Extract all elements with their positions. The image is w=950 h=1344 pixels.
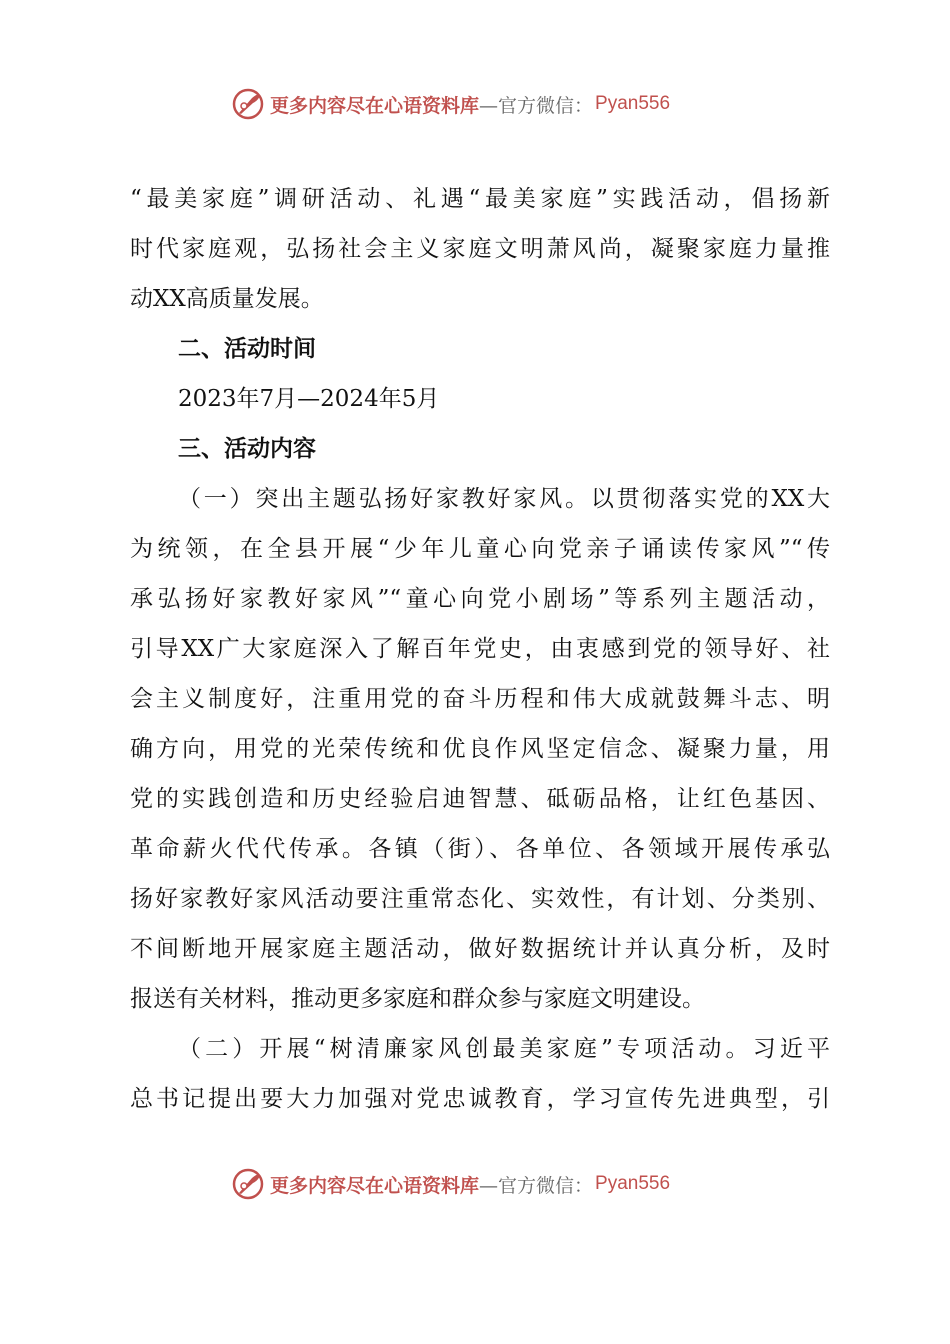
watermark-brand: 更多内容尽在心语资料库 [270, 94, 480, 117]
text-line: 承弘扬好家教好家风”“童心向党小剧场”等系列主题活动， [130, 586, 830, 612]
watermark-brand: 更多内容尽在心语资料库 [270, 1174, 480, 1197]
activity-period: 2023年7月—2024年5月 [178, 386, 440, 412]
watermark-banner-bottom [230, 1166, 750, 1202]
quill-circle-icon [230, 86, 266, 122]
quill-circle-icon [230, 1166, 266, 1202]
text-line: 报送有关材料，推动更多家庭和群众参与家庭文明建设。 [130, 986, 705, 1012]
text-line: 动XX高质量发展。 [130, 286, 324, 312]
text-line: 扬好家教好家风活动要注重常态化、实效性，有计划、分类别、 [130, 886, 830, 912]
text-line: 引导XX广大家庭深入了解百年党史，由衷感到党的领导好、社 [130, 636, 830, 662]
text-line: “最美家庭”调研活动、礼遇“最美家庭”实践活动，倡扬新 [130, 186, 830, 212]
document-body [130, 174, 830, 1124]
paragraph-start: （一）突出主题弘扬好家教好家风。以贯彻落实党的XX大 [178, 486, 830, 512]
text-line: 党的实践创造和历史经验启迪智慧、砥砺品格，让红色基因、 [130, 786, 830, 812]
watermark-wechat-id: Pyan556 [595, 93, 671, 114]
section-heading-time: 二、活动时间 [178, 336, 316, 362]
paragraph-start: （二）开展“树清廉家风创最美家庭”专项活动。习近平 [178, 1036, 830, 1062]
section-heading-content: 三、活动内容 [178, 436, 316, 462]
text-line: 确方向，用党的光荣传统和优良作风坚定信念、凝聚力量，用 [130, 736, 830, 762]
text-line: 总书记提出要大力加强对党忠诚教育，学习宣传先进典型，引 [130, 1086, 830, 1112]
text-line: 会主义制度好，注重用党的奋斗历程和伟大成就鼓舞斗志、明 [130, 686, 830, 712]
text-line: 时代家庭观，弘扬社会主义家庭文明萧风尚，凝聚家庭力量推 [130, 236, 830, 262]
watermark-separator: —官方微信： [479, 1174, 594, 1197]
watermark-banner-top [230, 86, 750, 122]
watermark-wechat-id: Pyan556 [595, 1173, 671, 1194]
text-line: 革命薪火代代传承。各镇（街）、各单位、各领域开展传承弘 [130, 836, 830, 862]
watermark-separator: —官方微信： [479, 94, 594, 117]
text-line: 为统领，在全县开展“少年儿童心向党亲子诵读传家风”“传 [130, 536, 830, 562]
text-line: 不间断地开展家庭主题活动，做好数据统计并认真分析，及时 [130, 936, 830, 962]
